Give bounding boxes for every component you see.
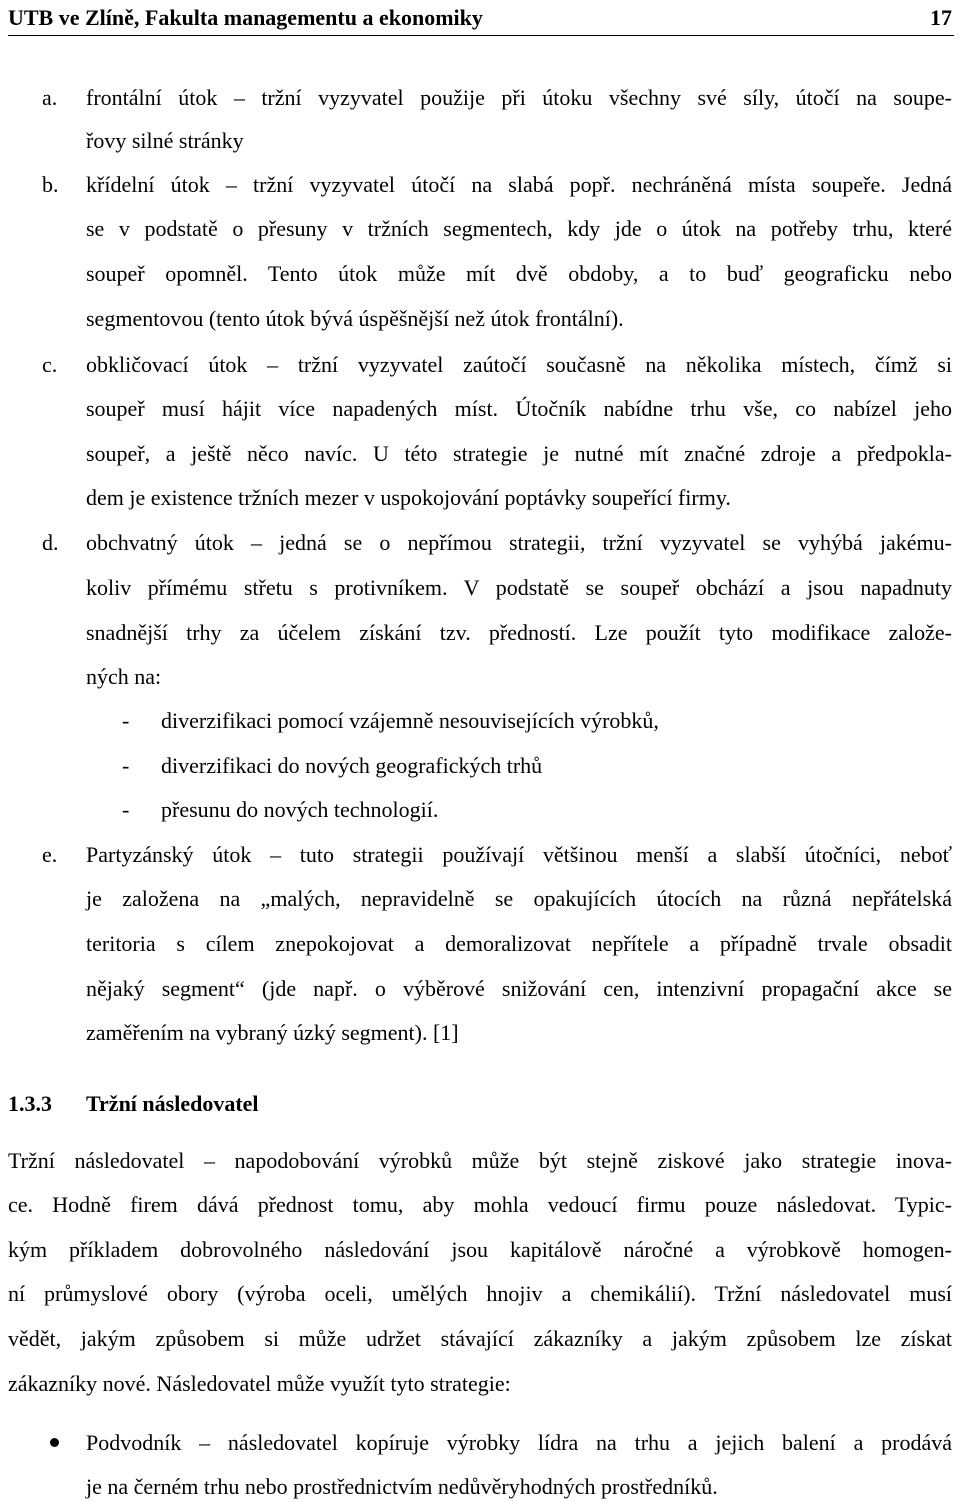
bullet-line-1: Podvodník – následovatel kopíruje výrobky lídra na trhu a jejich balení a prodává	[86, 1430, 952, 1455]
item-c-line-2: soupeř musí hájit více napadených míst. Útočník nabídne trhu vše, co nabízel jeho	[86, 396, 952, 421]
item-d-line-1: obchvatný útok – jedná se o nepřímou strategii, tržní vyzyvatel se vyhýbá jakému-	[86, 530, 952, 555]
sub-item-dash: -	[122, 797, 130, 822]
item-marker: d.	[42, 530, 59, 555]
paragraph-line-4: ní průmyslové obory (výroba oceli, umělých hnojiv a chemikálií). Tržní následovatel musí	[8, 1281, 952, 1306]
item-marker: c.	[42, 352, 58, 377]
sub-item-dash: -	[122, 753, 130, 778]
item-b-line-3: soupeř opomněl. Tento útok může mít dvě obdoby, a to buď geograficku nebo	[86, 261, 952, 286]
item-c-line-1: obkličovací útok – tržní vyzyvatel zaútočí současně na několika místech, čímž si	[86, 352, 952, 377]
section-number: 1.3.3	[8, 1091, 52, 1116]
page-header	[8, 0, 954, 36]
item-b-line-2: se v podstatě o přesuny v tržních segmentech, kdy jde o útok na potřeby trhu, které	[86, 216, 952, 241]
section-title: Tržní následovatel	[86, 1091, 259, 1116]
item-e-line-3: teritoria s cílem znepokojovat a demoralizovat nepřítele a případně trvale obsadit	[86, 931, 952, 956]
paragraph-line-5: vědět, jakým způsobem si může udržet stávající zákazníky a jakým způsobem lze získat	[8, 1326, 952, 1351]
page-number: 17	[930, 4, 952, 30]
item-marker: a.	[42, 85, 58, 110]
item-e-line-1: Partyzánský útok – tuto strategii používají většinou menší a slabší útočníci, neboť	[86, 842, 952, 867]
bullet-dot-icon	[50, 1438, 59, 1447]
item-d-line-3: snadnější trhy za účelem získání tzv. předností. Lze použít tyto modifikace založe-	[86, 620, 952, 645]
sub-item: diverzifikaci do nových geografických trhů	[161, 753, 543, 778]
item-d-line-4: ných na:	[86, 664, 162, 689]
sub-item: diverzifikaci pomocí vzájemně nesouvisejících výrobků,	[161, 708, 659, 733]
item-e-line-4: nějaký segment“ (jde např. o výběrové snižování cen, intenzivní propagační akce se	[86, 976, 952, 1001]
item-b-line-1: křídelní útok – tržní vyzyvatel útočí na slabá popř. nechráněná místa soupeře. Jedná	[86, 172, 952, 197]
item-c-line-4: dem je existence tržních mezer v uspokojování poptávky soupeřící firmy.	[86, 485, 731, 510]
sub-item-dash: -	[122, 708, 130, 733]
item-a-line-1: frontální útok – tržní vyzyvatel použije při útoku všechny své síly, útočí na soupe-	[86, 85, 952, 110]
item-marker: e.	[42, 842, 58, 867]
item-e-line-2: je založena na „malých, nepravidelně se opakujících útocích na různá nepřátelská	[86, 886, 952, 911]
paragraph-line-3: kým příkladem dobrovolného následování jsou kapitálově náročné a výrobkově homogen-	[8, 1237, 952, 1262]
sub-item: přesunu do nových technologií.	[161, 797, 439, 822]
bullet-line-2: je na černém trhu nebo prostřednictvím nedůvěryhodných prostředníků.	[86, 1474, 718, 1499]
paragraph-line-2: ce. Hodně firem dává přednost tomu, aby mohla vedoucí firmu pouze následovat. Typic-	[8, 1192, 952, 1217]
paragraph-line-6: zákazníky nové. Následovatel může využít tyto strategie:	[8, 1371, 511, 1396]
item-d-line-2: koliv přímému střetu s protivníkem. V podstatě se soupeř obchází a jsou napadnuty	[86, 575, 952, 600]
item-b-line-4: segmentovou (tento útok bývá úspěšnější než útok frontální).	[86, 306, 624, 331]
item-marker: b.	[42, 172, 59, 197]
header-title: UTB ve Zlíně, Fakulta managementu a ekonomiky	[8, 4, 483, 30]
item-e-line-5: zaměřením na vybraný úzký segment). [1]	[86, 1020, 459, 1045]
paragraph-line-1: Tržní následovatel – napodobování výrobků může být stejně ziskové jako strategie inova-	[8, 1148, 952, 1173]
item-c-line-3: soupeř, a ještě něco navíc. U této strategie je nutné mít značné zdroje a předpokla-	[86, 441, 952, 466]
item-a-line-2: řovy silné stránky	[86, 128, 244, 153]
